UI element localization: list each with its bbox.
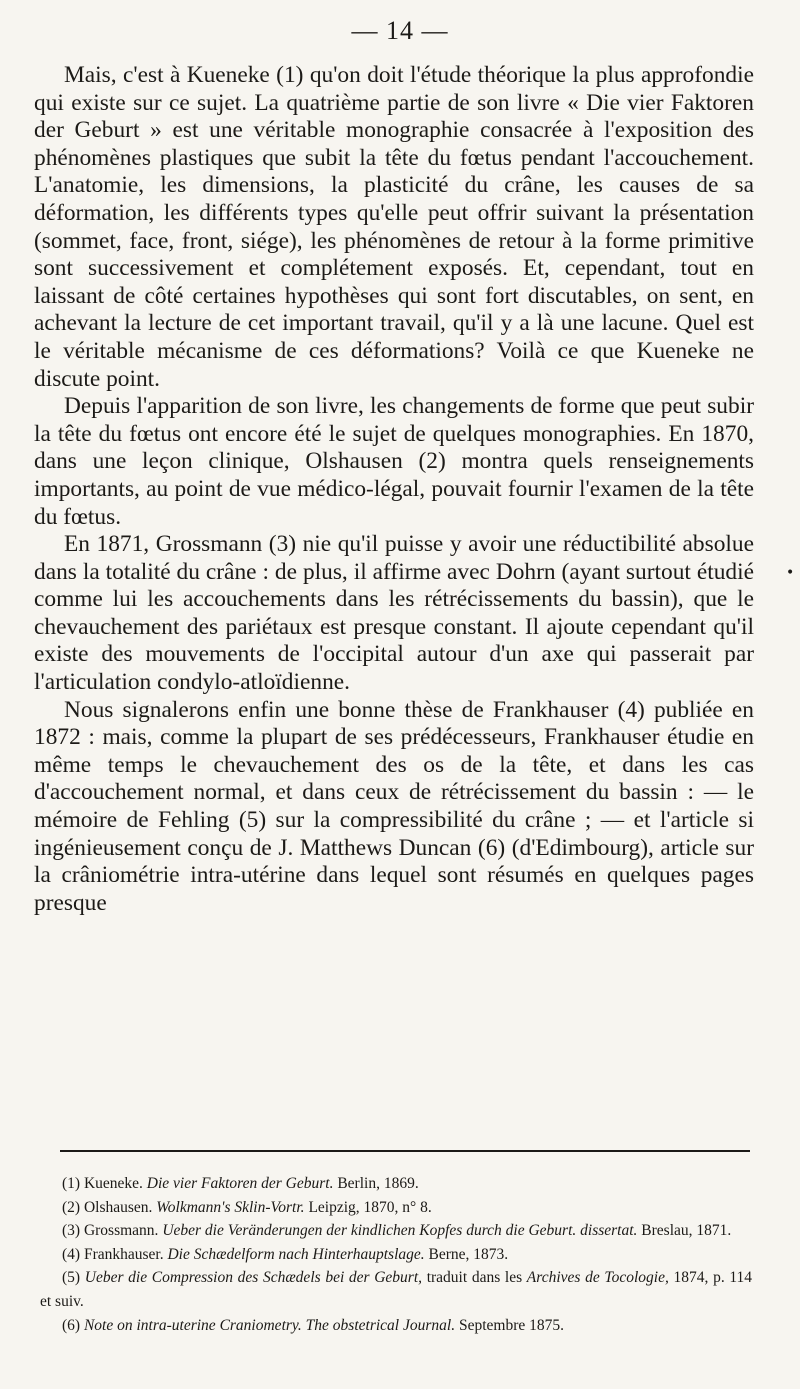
margin-mark: •: [786, 565, 795, 581]
footnotes: [40, 1172, 752, 1337]
footnote-number: (5): [62, 1269, 81, 1287]
footnote-number: (6): [62, 1316, 81, 1334]
footnote-5: [40, 1266, 752, 1313]
footnote-title: Ueber die Compression des Schædels bei der Geburt,: [84, 1269, 423, 1287]
footnote-divider: [60, 1150, 750, 1152]
paragraph-kueneke: Mais, c'est à Kueneke (1) qu'on doit l'étude théorique la plus approfondie qui existe sur ce sujet. La quatrième partie de son livre « Die vier Faktoren der Geburt » est une véritable monographie consacrée à l'exposition des phénomènes plastiques que subit la tête du fœtus pendant l'accouchement. L'anatomie, les dimensions, la plasticité du crâne, les causes de sa déformation, les différents types qu'elle peut offrir suivant la présentation (sommet, face, front, siége), les phénomènes de retour à la forme primitive sont successivement et complétement exposés. Et, cependant, tout en laissant de côté certaines hypothèses qui sont fort discutables, on sent, en achevant la lecture de cet important travail, qu'il y a là une lacune. Quel est le véritable mécanisme de ces déformations? Voilà ce que Kueneke ne discute point.: [34, 62, 754, 392]
footnote-3: [40, 1219, 752, 1243]
footnote-title: Ueber die Veränderungen der kindlichen Kopfes durch die Geburt. dissertat.: [162, 1222, 638, 1240]
footnote-number: (2): [62, 1198, 81, 1216]
body-text: [34, 62, 754, 917]
footnote-rest: Septembre 1875.: [458, 1316, 564, 1334]
footnote-author: Frankhauser.: [83, 1245, 164, 1263]
footnote-2: [40, 1196, 752, 1220]
footnote-journal-title: Archives de Tocologie,: [526, 1269, 669, 1287]
footnote-rest: Leipzig, 1870, n° 8.: [308, 1198, 432, 1216]
footnote-rest: traduit dans les: [426, 1269, 523, 1287]
footnote-author: Olshausen.: [83, 1198, 153, 1216]
footnote-6: [40, 1314, 752, 1338]
footnote-rest: Berne, 1873.: [428, 1245, 509, 1263]
paragraph-olshausen: Depuis l'apparition de son livre, les changements de forme que peut subir la tête du fœtus ont encore été le sujet de quelques monographies. En 1870, dans une leçon clinique, Olshausen (2) montra quels renseignements importants, au point de vue médico-légal, pouvait fournir l'examen de la tête du fœtus.: [34, 393, 754, 530]
footnote-1: [40, 1172, 752, 1196]
footnote-number: (1): [62, 1175, 81, 1192]
footnote-title: Note on intra-uterine Craniometry. The obstetrical Journal.: [83, 1316, 456, 1334]
footnote-title: Die vier Faktoren der Geburt.: [146, 1175, 334, 1192]
footnote-author: Kueneke.: [83, 1175, 143, 1192]
footnote-4: [40, 1243, 752, 1267]
footnote-title: Die Schædelform nach Hinterhauptslage.: [167, 1245, 425, 1263]
footnote-number: (3): [62, 1222, 81, 1240]
paragraph-frankhauser: Nous signalerons enfin une bonne thèse de Frankhauser (4) publiée en 1872 : mais, comme la plupart de ses prédécesseurs, Frankhauser étudie en même temps le chevauchement des os de la tête, et dans les cas d'accouchement normal, et dans ceux de rétrécissement du bassin : — le mémoire de Fehling (5) sur la compressibilité du crâne ; — et l'article si ingénieusement conçu de J. Matthews Duncan (6) (d'Edimbourg), article sur la crâniométrie intra-utérine dans lequel sont résumés en quelques pages presque: [34, 696, 754, 916]
footnote-journal-rest: 1874, p. 114 et suiv.: [40, 1269, 753, 1310]
footnote-title: Wolkmann's Sklin-Vortr.: [156, 1198, 305, 1216]
paragraph-grossmann: En 1871, Grossmann (3) nie qu'il puisse y avoir une réductibilité absolue dans la totalité du crâne : de plus, il affirme avec Dohrn (ayant surtout étudié comme lui les accouchements dans les rétrécissements du bassin), que le chevauchement des pariétaux est presque constant. Il ajoute cependant qu'il existe des mouvements de l'occipital autour d'un axe qui passerait par l'articulation condylo-atloïdienne.: [34, 531, 754, 696]
page-number: — 14 —: [351, 16, 449, 45]
footnote-author: Grossmann.: [83, 1222, 159, 1240]
footnote-number: (4): [62, 1245, 81, 1263]
footnote-rest: Berlin, 1869.: [337, 1175, 419, 1192]
footnote-rest: Breslau, 1871.: [641, 1222, 732, 1240]
